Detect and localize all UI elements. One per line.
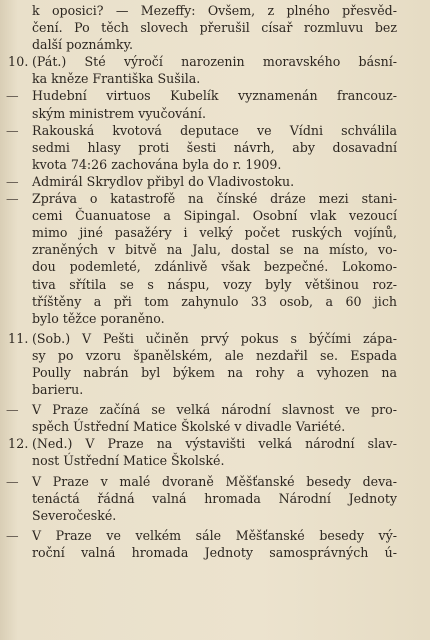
text-line: cemi Čuanuatose a Sipingal. Osobní vlak vezoucí — [32, 208, 397, 224]
dash-entry — [0, 190, 430, 327]
text-line: dou podemleté, zdánlivě však bezpečné. Lokomo- — [32, 259, 397, 275]
dated-entry — [0, 435, 430, 469]
dash-entry — [0, 122, 430, 173]
text-line: tiva sřítila se s náspu, vozy byly většinou roz- — [32, 276, 397, 292]
dated-entry — [0, 53, 430, 87]
text-line: mimo jiné pasažéry i velký počet ruských vojínů, — [32, 225, 397, 241]
entry-dash: — — [6, 191, 19, 207]
text-line: — Zpráva o katastrofě na čínské dráze mezi stani- — [6, 191, 397, 207]
text-line: další poznámky. — [32, 37, 134, 53]
day-number: 10. — [8, 54, 29, 70]
text-line: — V Praze v malé dvoraně Měšťanské besedy deva- — [6, 473, 397, 489]
text-line: nost Ústřední Matice Školské. — [32, 453, 225, 469]
dash-entry — [0, 527, 430, 561]
entry-dash: — — [6, 473, 19, 489]
dash-entry — [0, 173, 430, 190]
text-line: barieru. — [32, 382, 84, 398]
entry-dash: — — [6, 88, 19, 104]
text-line: — Admirál Skrydlov přibyl do Vladivostoku. — [6, 173, 295, 189]
text-line: 12. (Ned.) V Praze na výstavišti velká národní slav- — [8, 436, 397, 452]
text-line: čení. Po těch slovech přerušil císař rozmluvu bez — [32, 20, 397, 36]
text-line: ským ministrem vyučování. — [32, 105, 206, 121]
chronicle-text — [0, 2, 430, 561]
text-line: — V Praze ve velkém sále Měšťanské besedy vý- — [6, 527, 397, 543]
text-line: sy po vzoru španělském, ale nezdařil se. Espada — [32, 347, 397, 363]
text-line: k oposici? — Mezeffy: Ovšem, z plného přesvěd- — [32, 3, 397, 18]
text-line: tříštěny a při tom zahynulo 33 osob, a 60 jich — [32, 293, 397, 309]
dash-entry — [0, 87, 430, 121]
entry-dash: — — [6, 122, 19, 138]
entry-dash: — — [6, 402, 19, 418]
text-line: roční valná hromada Jednoty samosprávných ú- — [32, 544, 397, 560]
text-line: 10. (Pát.) Sté výročí narozenin moravského básní- — [8, 54, 397, 70]
day-number: 11. — [8, 330, 29, 346]
entry-dash: — — [6, 527, 19, 543]
entry-dash: — — [6, 173, 19, 189]
text-line: Poully nabrán byl býkem na rohy a vyhozen na — [32, 364, 397, 380]
text-line: 11. (Sob.) V Pešti učiněn prvý pokus s býčími zápa- — [8, 330, 397, 346]
text-line: kvota 74:26 zachována byla do r. 1909. — [32, 156, 282, 172]
text-line: — Rakouská kvotová deputace ve Vídni schválila — [6, 122, 397, 138]
text-line: — V Praze začíná se velká národní slavnost ve pro- — [6, 402, 397, 418]
dash-entry — [0, 401, 430, 435]
text-line: — Hudební virtuos Kubelík vyznamenán francouz- — [6, 88, 397, 104]
day-number: 12. — [8, 436, 29, 452]
text-line: ka kněze Františka Sušila. — [32, 71, 201, 87]
text-line: sedmi hlasy proti šesti návrh, aby dosavadní — [32, 139, 397, 155]
text-line: zraněných v bitvě na Jalu, dostal se na místo, vo- — [32, 242, 397, 258]
text-line: bylo těžce poraněno. — [32, 310, 165, 326]
text-line: spěch Ústřední Matice Školské v divadle Variété. — [32, 419, 346, 435]
dash-entry — [0, 473, 430, 524]
dated-entry — [0, 330, 430, 398]
text-line: tenáctá řádná valná hromada Národní Jednoty — [32, 490, 397, 506]
text-paragraph — [0, 2, 430, 53]
text-line: Severočeské. — [32, 507, 117, 523]
